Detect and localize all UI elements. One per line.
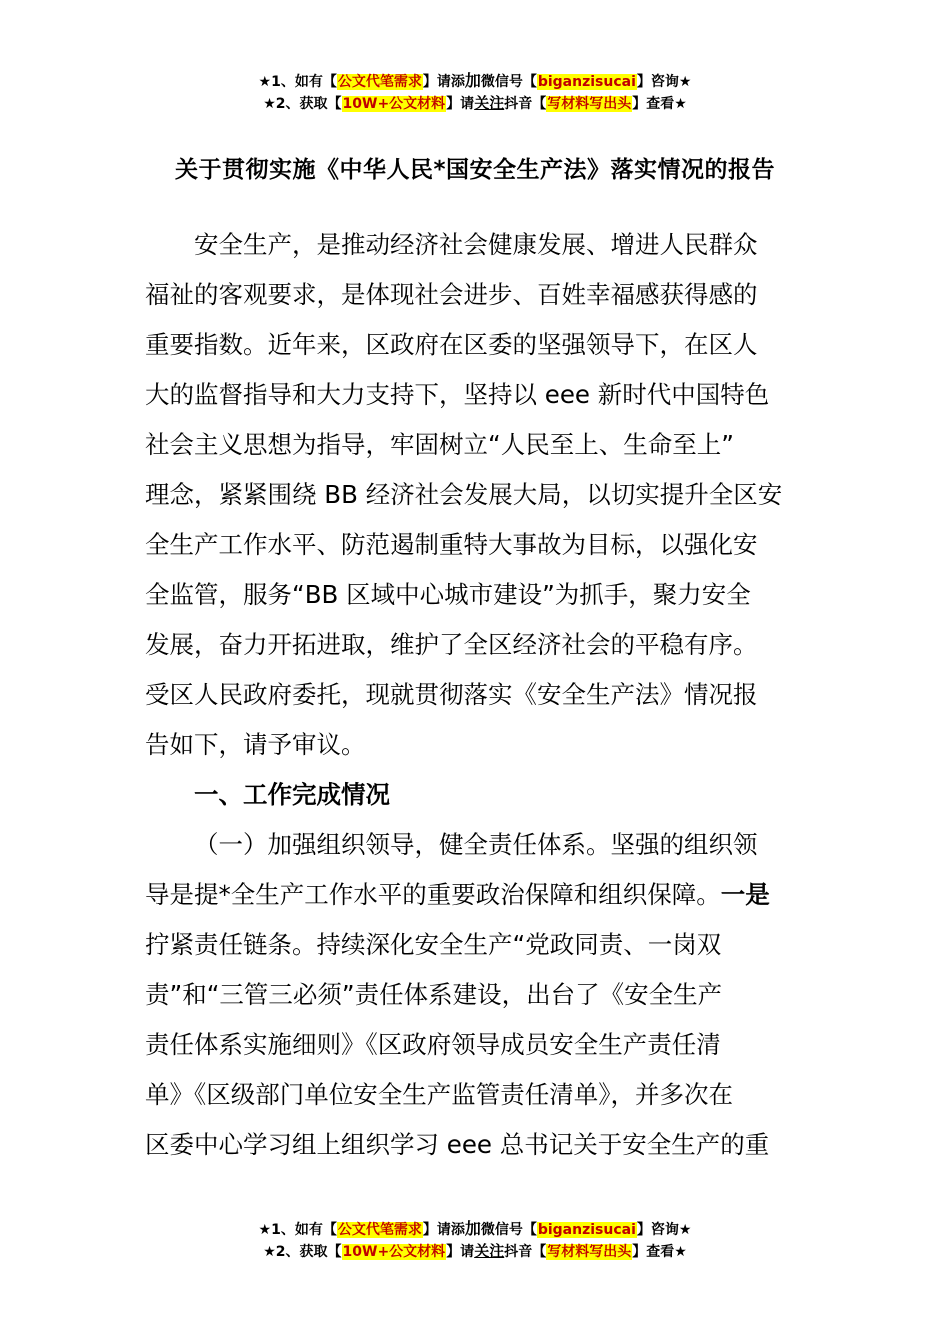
document-title: 关于贯彻实施《中华人民*国安全生产法》落实情况的报告 bbox=[174, 157, 776, 183]
banner-line-1 bbox=[0, 70, 950, 92]
banner-line-2 bbox=[0, 92, 950, 114]
banner-text: 抖音【 bbox=[504, 96, 547, 112]
banner-highlight: 10W+公文材料 bbox=[342, 1244, 446, 1260]
banner-line-1 bbox=[0, 1218, 950, 1240]
banner-underlined: 关注 bbox=[474, 94, 505, 112]
document-body bbox=[145, 220, 805, 1170]
paragraph-line: 单》《区级部门单位安全生产监管责任清单》，并多次在 bbox=[145, 1080, 733, 1109]
bottom-banner bbox=[0, 1218, 950, 1262]
paragraph-line: 发展，奋力开拓进取，维护了全区经济社会的平稳有序。 bbox=[145, 630, 758, 659]
banner-text: 微信号【 bbox=[480, 1222, 537, 1238]
banner-wechat-id: biganzisucai bbox=[537, 74, 636, 90]
section-heading: 一、工作完成情况 bbox=[194, 780, 390, 809]
paragraph-line: 拧紧责任链条。持续深化安全生产“党政同责、一岗双 bbox=[145, 930, 722, 959]
paragraph-line: 责任体系实施细则》《区政府领导成员安全生产责任清 bbox=[145, 1030, 721, 1059]
banner-highlight: 10W+公文材料 bbox=[342, 96, 446, 112]
paragraph-line: 大的监督指导和大力支持下，坚持以 eee 新时代中国特色 bbox=[145, 380, 770, 409]
banner-line-2 bbox=[0, 1240, 950, 1262]
paragraph-line: 全生产工作水平、防范遏制重特大事故为目标，以强化安 bbox=[145, 530, 758, 559]
paragraph-line: 区委中心学习组上组织学习 eee 总书记关于安全生产的重 bbox=[145, 1130, 770, 1159]
paragraph-line: 福祉的客观要求，是体现社会进步、百姓幸福感获得感的 bbox=[145, 280, 758, 309]
paragraph-line: 安全生产，是推动经济社会健康发展、增进人民群众 bbox=[194, 230, 758, 259]
banner-text: 】查看★ bbox=[632, 96, 687, 112]
banner-highlight: 写材料写出头 bbox=[547, 1244, 632, 1260]
banner-text: 】请添 bbox=[422, 1222, 465, 1238]
banner-text: 加 bbox=[464, 1219, 481, 1238]
banner-highlight: 公文代笔需求 bbox=[337, 1222, 422, 1238]
banner-text: ★1、如有【 bbox=[258, 74, 337, 90]
banner-underlined: 关注 bbox=[474, 1242, 505, 1260]
banner-text: 抖音【 bbox=[504, 1244, 547, 1260]
banner-text: 】请添 bbox=[422, 74, 465, 90]
paragraph-line: 受区人民政府委托，现就贯彻落实《安全生产法》情况报 bbox=[145, 680, 758, 709]
top-banner bbox=[0, 70, 950, 114]
banner-text: 加 bbox=[464, 71, 481, 90]
paragraph-line: 全监管，服务“BB 区域中心城市建设”为抓手，聚力安全 bbox=[145, 580, 751, 609]
paragraph-line: 理念，紧紧围绕 BB 经济社会发展大局，以切实提升全区安 bbox=[145, 480, 783, 509]
paragraph-line: （一）加强组织领导，健全责任体系。坚强的组织领 bbox=[194, 830, 758, 859]
banner-text: 】请 bbox=[446, 96, 475, 112]
banner-highlight: 公文代笔需求 bbox=[337, 74, 422, 90]
paragraph-line: 责”和“三管三必须”责任体系建设，出台了《安全生产 bbox=[145, 980, 723, 1009]
paragraph-line: 重要指数。近年来，区政府在区委的坚强领导下，在区人 bbox=[145, 330, 758, 359]
banner-text: 】咨询★ bbox=[636, 1222, 692, 1238]
paragraph-line: 社会主义思想为指导，牢固树立“人民至上、生命至上” bbox=[145, 430, 734, 459]
banner-text: ★2、获取【 bbox=[263, 1244, 342, 1260]
banner-wechat-id: biganzisucai bbox=[537, 1222, 636, 1238]
paragraph-line bbox=[145, 870, 805, 920]
banner-text: 】查看★ bbox=[632, 1244, 687, 1260]
banner-highlight: 写材料写出头 bbox=[547, 96, 632, 112]
banner-text: 】请 bbox=[446, 1244, 475, 1260]
banner-text: 】咨询★ bbox=[636, 74, 692, 90]
banner-text: 微信号【 bbox=[480, 74, 537, 90]
banner-text: ★2、获取【 bbox=[263, 96, 342, 112]
emphasis-text: 一是 bbox=[720, 880, 770, 909]
banner-text: ★1、如有【 bbox=[258, 1222, 337, 1238]
paragraph-line: 告如下，请予审议。 bbox=[145, 730, 366, 759]
paragraph-text: 导是提*全生产工作水平的重要政治保障和组织保障。 bbox=[145, 880, 721, 909]
